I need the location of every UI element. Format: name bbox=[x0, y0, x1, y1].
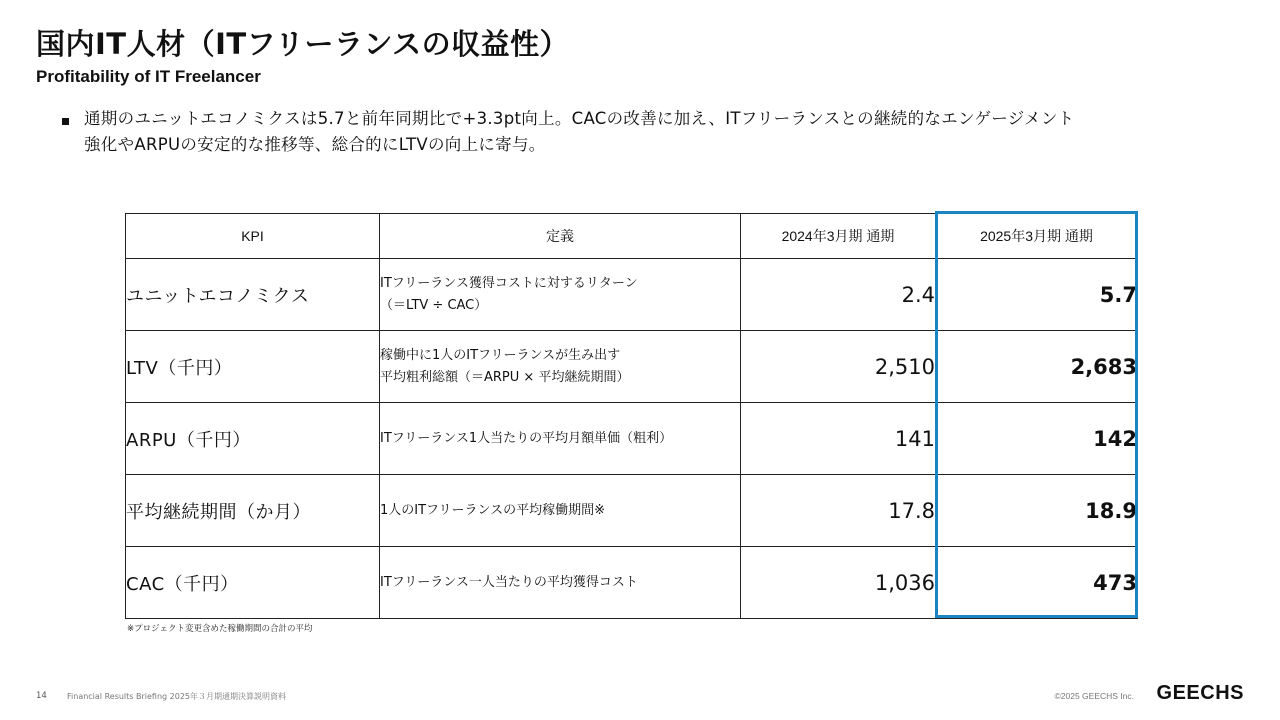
header-definition: 定義 bbox=[380, 214, 741, 259]
kpi-definition bbox=[380, 547, 741, 619]
value-fy2024: 2.4 bbox=[741, 259, 936, 331]
copyright: ©2025 GEECHS Inc. bbox=[1054, 691, 1134, 701]
summary-text bbox=[84, 106, 1202, 158]
summary-line: 通期のユニットエコノミクスは5.7と前年同期比で+3.3pt向上。CACの改善に加え、ITフリーランスとの継続的なエンゲージメント bbox=[84, 109, 1075, 128]
summary-line: 強化やARPUの安定的な推移等、総合的にLTVの向上に寄与。 bbox=[84, 135, 546, 154]
page-title: 国内IT人材（ITフリーランスの収益性） bbox=[36, 27, 570, 61]
kpi-definition bbox=[380, 331, 741, 403]
header-fy2024: 2024年3月期 通期 bbox=[741, 214, 936, 259]
definition-line: 稼働中に1人のITフリーランスが生み出す bbox=[380, 347, 621, 363]
company-logo: GEECHS bbox=[1156, 682, 1244, 704]
definition-line: 1人のITフリーランスの平均稼働期間※ bbox=[380, 502, 606, 518]
table-header-row bbox=[126, 214, 1138, 259]
kpi-definition bbox=[380, 403, 741, 475]
summary-bullet bbox=[62, 106, 1202, 158]
value-fy2024: 2,510 bbox=[741, 331, 936, 403]
footnote: ※プロジェクト変更含めた稼働期間の合計の平均 bbox=[127, 624, 313, 634]
table-row bbox=[126, 475, 1138, 547]
page-subtitle: Profitability of IT Freelancer bbox=[36, 67, 261, 86]
kpi-definition bbox=[380, 259, 741, 331]
table-row bbox=[126, 331, 1138, 403]
value-fy2024: 17.8 bbox=[741, 475, 936, 547]
document-name: Financial Results Briefing 2025年３月期通期決算説明資料 bbox=[67, 692, 287, 701]
value-fy2025: 142 bbox=[936, 403, 1138, 475]
value-fy2024: 1,036 bbox=[741, 547, 936, 619]
definition-line: ITフリーランス一人当たりの平均獲得コスト bbox=[380, 574, 638, 590]
definition-line: ITフリーランス1人当たりの平均月額単価（粗利） bbox=[380, 430, 673, 446]
page-number: 14 bbox=[36, 691, 47, 701]
kpi-name: 平均継続期間（か月） bbox=[126, 475, 380, 547]
kpi-name: ARPU（千円） bbox=[126, 403, 380, 475]
definition-line: （＝LTV ÷ CAC） bbox=[380, 297, 488, 313]
value-fy2024: 141 bbox=[741, 403, 936, 475]
value-fy2025: 18.9 bbox=[936, 475, 1138, 547]
kpi-name: CAC（千円） bbox=[126, 547, 380, 619]
kpi-definition bbox=[380, 475, 741, 547]
table-row bbox=[126, 547, 1138, 619]
kpi-table bbox=[125, 213, 1138, 619]
header-kpi: KPI bbox=[126, 214, 380, 259]
definition-line: 平均粗利総額（＝ARPU × 平均継続期間） bbox=[380, 369, 630, 385]
square-bullet-icon bbox=[62, 118, 69, 125]
definition-line: ITフリーランス獲得コストに対するリターン bbox=[380, 275, 638, 291]
value-fy2025: 473 bbox=[936, 547, 1138, 619]
value-fy2025: 5.7 bbox=[936, 259, 1138, 331]
kpi-name: ユニットエコノミクス bbox=[126, 259, 380, 331]
table-row bbox=[126, 403, 1138, 475]
table-row bbox=[126, 259, 1138, 331]
kpi-name: LTV（千円） bbox=[126, 331, 380, 403]
header-fy2025: 2025年3月期 通期 bbox=[936, 214, 1138, 259]
value-fy2025: 2,683 bbox=[936, 331, 1138, 403]
